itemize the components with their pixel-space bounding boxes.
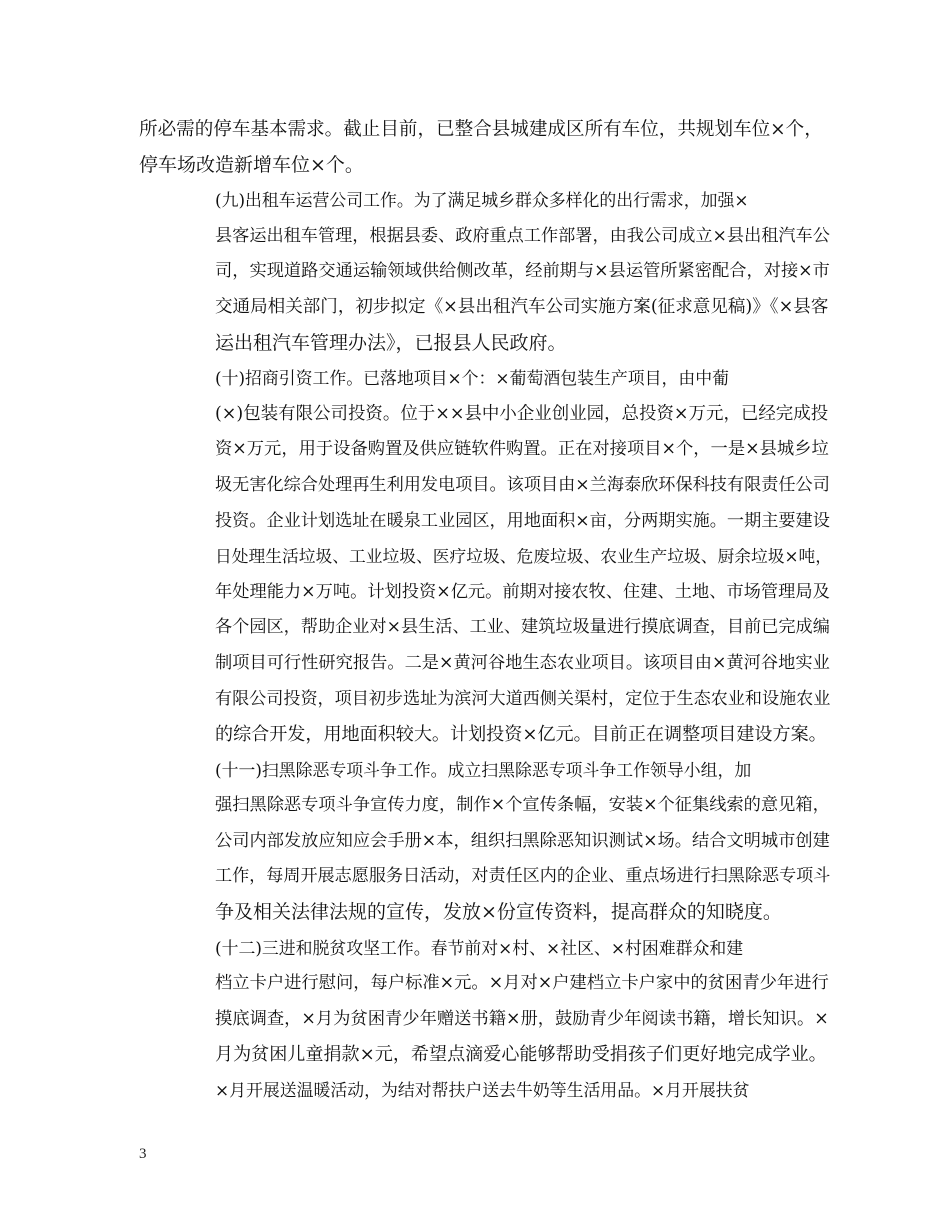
- text-line: 月为贫困儿童捐款×元，希望点滴爱心能够帮助受捐孩子们更好地完成学业。: [215, 1044, 827, 1066]
- paragraph: [139, 931, 829, 1073]
- text-line: 日处理生活垃圾、工业垃圾、医疗垃圾、危废垃圾、农业生产垃圾、厨余垃圾×吨，: [215, 546, 833, 567]
- text-line: 交通局相关部门，初步拟定《×县出租汽车公司实施方案(征求意见稿)》《×县客: [215, 296, 829, 317]
- text-line: 摸底调查，×月为贫困青少年赠送书籍×册，鼓励青少年阅读书籍，增长知识。×: [215, 1008, 829, 1029]
- text-line: 停车场改造新增车位×个。: [139, 153, 364, 176]
- text-line: 强扫黑除恶专项斗争宣传力度，制作×个宣传条幅，安装×个征集线索的意见箱，: [215, 795, 830, 816]
- text-line: 争及相关法律法规的宣传，发放×份宣传资料，提高群众的知晓度。: [215, 901, 782, 924]
- text-line: (九)出租车运营公司工作。为了满足城乡群众多样化的出行需求，加强×: [215, 190, 749, 211]
- text-line: 的综合开发，用地面积较大。计划投资×亿元。目前正在调整项目建设方案。: [215, 724, 827, 746]
- text-line: 工作，每周开展志愿服务日活动，对责任区内的企业、重点场进行扫黑除恶专项斗: [215, 866, 831, 887]
- text-line: 所必需的停车基本需求。截止目前，已整合县城建成区所有车位，共规划车位×个，: [139, 119, 823, 140]
- text-line: (十一)扫黑除恶专项斗争工作。成立扫黑除恶专项斗争工作领导小组，加: [215, 759, 752, 780]
- page-number: 3: [139, 1146, 147, 1162]
- text-line: (×)包装有限公司投资。位于××县中小企业创业园，总投资×万元，已经完成投: [215, 403, 829, 424]
- text-line: 年处理能力×万吨。计划投资×亿元。前期对接农牧、住建、土地、市场管理局及: [215, 581, 830, 602]
- paragraph: [139, 1073, 823, 1109]
- paragraph: [139, 753, 831, 931]
- text-line: 县客运出租车管理，根据县委、政府重点工作部署，由我公司成立×县出租汽车公: [215, 225, 830, 246]
- text-line: 公司内部发放应知应会手册×本，组织扫黑除恶知识测试×场。结合文明城市创建: [215, 830, 830, 851]
- text-line: 投资。企业计划选址在暖泉工业园区，用地面积×亩，分两期实施。一期主要建设: [215, 510, 830, 531]
- text-line: 制项目可行性研究报告。二是×黄河谷地生态农业项目。该项目由×黄河谷地实业: [215, 652, 830, 673]
- text-line: ×月开展送温暖活动，为结对帮扶户送去牛奶等生活用品。×月开展扶贫: [215, 1080, 750, 1101]
- text-line: 资×万元，用于设备购置及供应链软件购置。正在对接项目×个，一是×县城乡垃: [215, 439, 829, 460]
- text-line: 档立卡户进行慰问，每户标准×元。×月对×户建档立卡户家中的贫困青少年进行: [215, 973, 829, 994]
- text-line: 司，实现道路交通运输领域供给侧改革，经前期与×县运管所紧密配合，对接×市: [215, 261, 830, 282]
- paragraph: [139, 183, 830, 361]
- paragraph: [139, 361, 833, 753]
- text-line: (十)招商引资工作。已落地项目×个：×葡萄酒包装生产项目，由中葡: [215, 368, 729, 389]
- text-line: 圾无害化综合处理再生利用发电项目。该项目由×兰海泰欣环保科技有限责任公司: [215, 474, 830, 495]
- text-line: 有限公司投资，项目初步选址为滨河大道西侧关渠村，定位于生态农业和设施农业: [215, 688, 831, 709]
- text-line: 运出租汽车管理办法》，已报县人民政府。: [215, 331, 567, 354]
- text-line: (十二)三进和脱贫攻坚工作。春节前对×村、×社区、×村困难群众和建: [215, 937, 744, 958]
- paragraph: [139, 112, 823, 183]
- text-line: 各个园区，帮助企业对×县生活、工业、建筑垃圾量进行摸底调查，目前已完成编: [215, 617, 830, 638]
- document-body: [139, 112, 833, 1109]
